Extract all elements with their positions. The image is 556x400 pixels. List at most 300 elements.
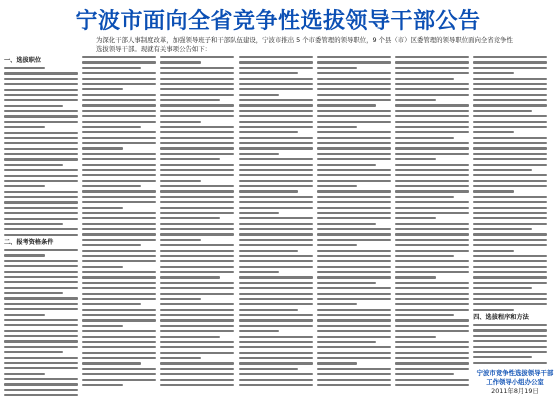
text-line [160,293,234,295]
text-line [395,94,469,96]
text-line [82,368,156,370]
text-line [160,83,234,85]
text-line [82,137,156,139]
text-line [4,389,78,391]
text-line [239,115,313,117]
text-line [395,309,469,311]
text-line [317,336,391,338]
text-line [82,266,123,268]
text-line [317,271,391,273]
text-line [160,276,219,278]
text-line [82,309,156,311]
text-line [473,293,547,295]
text-line [4,351,63,353]
text-line [317,357,391,359]
text-line [4,324,78,326]
text-line [82,201,156,203]
text-line [4,319,78,321]
text-line [4,148,78,150]
text-line [4,314,45,316]
text-line [82,88,123,90]
text-line [4,72,78,74]
text-line [4,228,78,230]
text-line [160,250,234,252]
text-line [82,260,156,262]
section-heading: 四、选拔程序和方法 [473,314,529,321]
text-line [239,228,313,230]
text-line [473,131,514,133]
text-line [82,185,141,187]
text-line [239,341,313,343]
text-column-4 [239,56,313,396]
section-heading: 一、选拔职位 [4,57,42,64]
text-line [317,330,391,332]
text-line [473,169,532,171]
text-line [239,309,298,311]
text-line [239,174,313,176]
text-line [82,255,156,257]
text-line [395,228,469,230]
text-line [473,212,547,214]
text-line [473,201,547,203]
text-line [239,212,280,214]
text-line [82,341,156,343]
text-line [160,174,234,176]
text-line [160,373,234,375]
text-line [4,121,78,123]
text-line [160,126,234,128]
text-line [160,309,234,311]
text-line [4,99,78,101]
text-line [239,185,313,187]
text-line [4,303,78,305]
signature-org: 宁波市竞争性选拔领导干部工作领导小组办公室 [476,369,554,386]
text-line [82,115,156,117]
text-line [395,362,469,364]
text-line [239,201,313,203]
text-line [82,158,156,160]
text-line [317,104,376,106]
text-line [239,164,313,166]
text-line [473,190,514,192]
text-line [239,126,313,128]
text-line [82,319,156,321]
text-line [4,308,78,310]
text-line [395,147,469,149]
text-line [395,169,469,171]
text-line [317,67,358,69]
text-line [317,379,391,381]
text-line [317,250,391,252]
text-line [239,142,313,144]
text-line [239,169,313,171]
text-line [239,325,313,327]
text-line [395,373,454,375]
text-line [4,191,78,193]
text-line [4,67,45,69]
text-line [239,368,298,370]
text-line [160,244,234,246]
text-line [4,292,63,294]
text-line [395,260,469,262]
text-line [317,217,391,219]
text-line [317,83,391,85]
text-line [473,99,547,101]
text-line [317,88,391,90]
text-line [160,319,234,321]
text-line [160,217,219,219]
text-line [473,255,547,257]
text-line [160,239,201,241]
text-line [317,56,391,58]
text-line [395,137,454,139]
text-line [82,373,156,375]
text-line [317,266,391,268]
text-line [317,207,391,209]
text-line [395,212,469,214]
text-line [160,379,234,381]
text-line [239,362,313,364]
text-line [82,153,156,155]
text-line [82,121,156,123]
text-line [317,153,391,155]
text-line [160,357,201,359]
text-line [82,298,156,300]
text-line [4,265,78,267]
text-line [160,137,234,139]
text-line [395,239,469,241]
text-line [473,282,547,284]
text-line [4,137,78,139]
text-line [395,282,469,284]
text-line [473,271,547,273]
text-line [239,196,313,198]
text-line [395,223,469,225]
text-line [395,115,469,117]
text-line [4,394,78,396]
text-line [317,174,391,176]
text-line [82,217,156,219]
text-line [395,250,469,252]
text-line [160,169,234,171]
text-line [4,218,78,220]
text-line [395,271,469,273]
text-line [82,142,156,144]
text-line [395,357,469,359]
text-line [160,61,201,63]
text-line [317,282,376,284]
text-line [160,115,234,117]
text-line [239,61,313,63]
text-line [160,121,201,123]
text-line [395,56,469,58]
text-line [473,110,532,112]
text-line [239,255,313,257]
text-line [317,309,391,311]
text-line [4,89,78,91]
text-line [160,266,234,268]
text-line [473,83,547,85]
text-line [82,212,156,214]
text-line [317,319,391,321]
text-line [395,276,436,278]
text-line [395,180,469,182]
text-line [473,153,547,155]
text-line [239,223,313,225]
text-column-7 [473,56,547,396]
text-line [4,115,78,117]
text-line [82,147,123,149]
text-line [473,164,547,166]
text-line [160,233,234,235]
text-line [317,298,391,300]
text-line [239,352,313,354]
text-line [395,303,469,305]
text-line [317,255,391,257]
text-line [160,110,234,112]
text-line [160,207,234,209]
text-line [473,147,547,149]
text-line [82,131,156,133]
text-line [317,169,391,171]
text-line [160,185,234,187]
text-line [160,255,234,257]
text-line [473,207,547,209]
text-line [239,217,313,219]
text-line [473,185,547,187]
text-line [473,309,514,311]
text-line [317,352,391,354]
text-line [82,282,156,284]
text-line [82,207,123,209]
text-line [473,356,532,358]
text-line [473,335,547,337]
text-line [4,297,78,299]
text-line [317,72,391,74]
text-line [82,67,141,69]
text-line [395,164,469,166]
text-line [239,379,313,381]
text-line [395,142,469,144]
text-line [82,303,141,305]
text-line [82,336,156,338]
text-line [4,223,63,225]
text-line [395,174,469,176]
text-line [317,233,391,235]
section-heading: 二、报考资格条件 [4,239,54,246]
text-line [82,357,156,359]
text-line [317,196,391,198]
text-line [239,266,313,268]
text-line [473,88,547,90]
text-line [395,255,454,257]
text-line [160,190,234,192]
text-line [82,104,156,106]
text-line [395,336,436,338]
text-line [473,298,547,300]
text-line [473,346,547,348]
text-line [473,196,547,198]
text-line [395,72,469,74]
text-line [4,78,78,80]
text-line [395,83,469,85]
text-line [160,303,234,305]
text-line [317,362,358,364]
text-line [473,56,547,58]
text-line [317,325,391,327]
text-line [317,110,391,112]
text-line [4,383,78,385]
text-line [395,185,469,187]
text-line [160,180,201,182]
text-line [473,158,547,160]
page-title: 宁波市面向全省竞争性选拔领导干部公告 [75,9,481,34]
text-line [4,196,78,198]
text-line [82,287,156,289]
text-line [160,164,234,166]
text-line [82,244,141,246]
text-line [317,185,358,187]
text-line [4,281,78,283]
text-line [473,351,547,353]
text-line [4,276,78,278]
text-line [473,142,547,144]
text-line [82,223,156,225]
text-line [317,147,391,149]
text-line [473,115,547,117]
text-line [317,346,391,348]
text-line [317,126,358,128]
text-line [160,362,234,364]
text-line [317,341,376,343]
text-line [82,61,156,63]
text-line [82,174,156,176]
text-line [317,115,391,117]
text-line [160,314,234,316]
text-column-2 [82,56,156,396]
text-line [82,233,156,235]
text-line [239,346,313,348]
text-line [395,61,469,63]
text-line [160,131,234,133]
text-line [160,94,234,96]
text-line [473,217,547,219]
text-line [4,330,78,332]
text-line [473,324,547,326]
text-line [82,72,156,74]
text-line [82,83,156,85]
text-line [4,164,63,166]
text-line [473,78,547,80]
text-line [239,276,313,278]
signature-date: 2011年8月19日 [491,387,539,395]
text-line [82,164,156,166]
text-line [4,346,78,348]
text-line [395,266,469,268]
text-line [395,293,469,295]
text-line [4,175,78,177]
text-line [395,207,469,209]
text-line [4,335,78,337]
text-column-3 [160,56,234,396]
text-line [160,99,219,101]
text-line [395,346,469,348]
intro-line-1: 为深化干部人事制度改革，加强领导班子和干部队伍建设，宁波市推出 5 个市委管理的领导职位，9 个县（市）区委管理的领导职位面向全省竞争性 [96,36,513,44]
text-line [4,158,78,160]
text-line [4,249,78,251]
text-line [473,104,547,106]
text-line [160,196,234,198]
text-line [82,314,156,316]
text-line [239,336,313,338]
text-line [4,94,78,96]
text-line [4,271,78,273]
text-line [317,137,391,139]
text-line [239,190,298,192]
text-line [160,352,234,354]
text-line [473,287,532,289]
text-line [473,266,547,268]
text-line [317,180,391,182]
text-line [239,314,313,316]
intro-line-2: 选拔领导干部。现就有关事项公告如下： [96,45,212,53]
text-line [82,346,156,348]
text-line [239,137,313,139]
text-line [317,244,358,246]
text-line [4,287,78,289]
text-line [160,212,234,214]
text-line [4,362,78,364]
text-line [473,276,547,278]
text-line [395,99,436,101]
text-line [395,131,469,133]
text-line [317,99,391,101]
text-line [239,88,313,90]
text-line [317,158,391,160]
text-line [82,94,156,96]
text-line [473,329,547,331]
text-line [160,346,234,348]
text-line [317,287,391,289]
text-line [160,104,234,106]
text-line [82,228,156,230]
text-line [473,260,547,262]
text-line [317,142,391,144]
text-line [239,260,313,262]
text-line [395,352,469,354]
text-line [473,250,514,252]
text-line [395,233,469,235]
text-line [160,223,234,225]
text-line [473,94,547,96]
text-line [4,340,78,342]
text-line [82,379,156,381]
text-line [395,341,469,343]
text-line [395,196,454,198]
text-line [239,56,313,58]
text-line [4,373,45,375]
text-line [4,185,45,187]
text-line [4,378,78,380]
text-line [4,212,78,214]
text-line [239,239,313,241]
text-line [317,384,391,386]
text-line [239,357,313,359]
text-line [82,110,156,112]
text-line [473,126,547,128]
text-line [82,352,156,354]
text-line [160,282,234,284]
